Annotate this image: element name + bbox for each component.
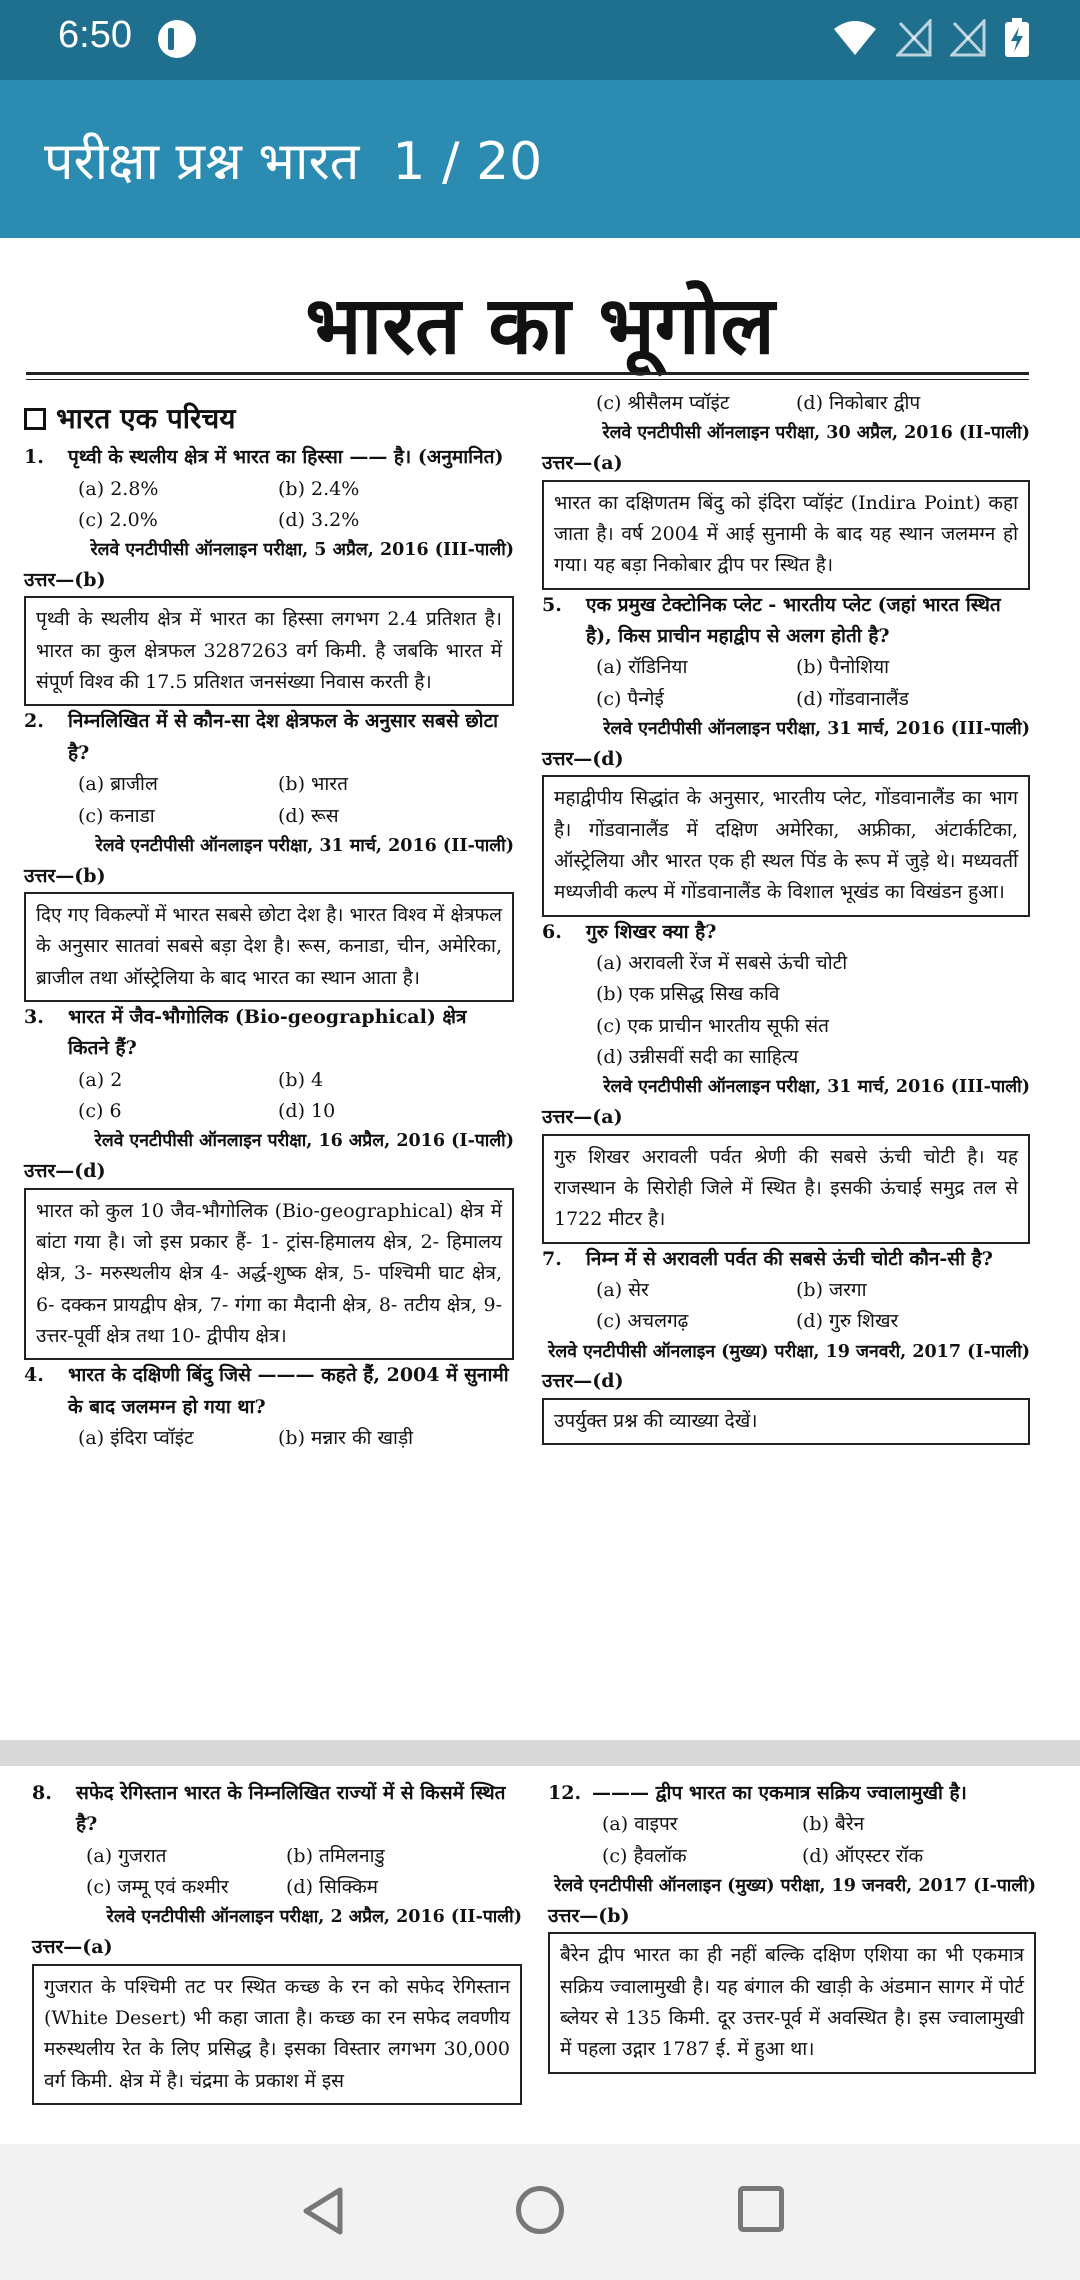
answer-12: उत्तर—(b) (548, 1904, 630, 1927)
options-5: (a) रॉडिनिया (b) पैनोशिया (c) पैन्गेई (d) गोंडवानालैंड (596, 656, 909, 710)
answer-5: उत्तर—(d) (542, 747, 624, 770)
explanation-3: भारत को कुल 10 जैव-भौगोलिक (Bio-geographical) क्षेत्र में बांटा गया है। जो इस प्रकार हैं- 1- ट्रांस-हिमालय क्षेत्र, 2- हिमालय क्षेत्र, 3- मरुस्थलीय क्षेत्र 4- अर्द्ध-शुष्क क्षेत्र, 5- पश्चिमी घाट क्षेत्र, 6- दक्कन प्रायद्वीप क्षेत्र, 7- गंगा का मैदानी क्षेत्र, 8- तटीय क्षेत्र, 9- उत्तर-पूर्वी क्षेत्र तथा 10- द्वीपीय क्षेत्र। (24, 1188, 514, 1361)
source-5: रेलवे एनटीपीसी ऑनलाइन परीक्षा, 31 मार्च, 2016 (III-पाली) (603, 718, 1030, 739)
source-4: रेलवे एनटीपीसी ऑनलाइन परीक्षा, 30 अप्रैल, 2016 (II-पाली) (602, 423, 1030, 444)
answer-1: उत्तर—(b) (24, 569, 106, 592)
title-rule (26, 372, 1029, 375)
explanation-2: दिए गए विकल्पों में भारत सबसे छोटा देश है। भारत विश्व में क्षेत्रफल के अनुसार सातवां सबसे बड़ा देश है। रूस, कनाडा, चीन, अमेरिका, ब्राजील तथा ऑस्ट्रेलिया के बाद भारत का स्थान आता है। (24, 892, 514, 1002)
options-1: (a) 2.8% (b) 2.4% (c) 2.0% (d) 3.2% (78, 477, 360, 531)
source-2: रेलवे एनटीपीसी ऑनलाइन परीक्षा, 31 मार्च, 2016 (II-पाली) (95, 835, 514, 856)
battery-charging-icon (1004, 18, 1030, 62)
system-icons (832, 18, 1030, 62)
answer-6: उत्तर—(a) (542, 1106, 623, 1129)
navigation-bar (0, 2144, 1080, 2280)
source-1: रेलवे एनटीपीसी ऑनलाइन परीक्षा, 5 अप्रैल, 2016 (III-पाली) (90, 540, 514, 561)
no-signal-icon (896, 19, 932, 61)
sim-icon (158, 20, 196, 58)
answer-3: उत्तर—(d) (24, 1160, 106, 1183)
section-title: भारत एक परिचय (56, 402, 236, 435)
explanation-6: गुरु शिखर अरावली पर्वत श्रेणी की सबसे ऊंची चोटी है। यह राजस्थान के सिरोही जिले में स्थित है। इसकी ऊंचाई समुद्र तल से 1722 मीटर है। (542, 1134, 1030, 1244)
explanation-5: महाद्वीपीय सिद्धांत के अनुसार, भारतीय प्लेट, गोंडवानालैंड का भाग है। गोंडवानालैंड में दक्षिण अमेरिका, अफ्रीका, अंटार्कटिका, ऑस्ट्रेलिया और भारत एक ही स्थल पिंड के रूप में जुड़े थे। मध्यवर्ती मध्यजीवी कल्प में गोंडवानालैंड के विशाल भूखंड का विखंडन हुआ। (542, 775, 1030, 916)
app-bar (0, 80, 1080, 238)
options-4-top: (a) इंदिरा प्वॉइंट (b) मन्नार की खाड़ी (78, 1427, 414, 1450)
book-title: भारत का भूगोल (305, 279, 775, 372)
question-text: निम्न में से अरावली पर्वत की सबसे ऊंची चोटी कौन-सी है? (586, 1247, 993, 1270)
question-text: निम्नलिखित में से कौन-सा देश क्षेत्रफल के अनुसार सबसे छोटा है? (68, 710, 499, 764)
status-bar (0, 0, 1080, 80)
question-6: 6. गुरु शिखर क्या है? (542, 917, 1030, 948)
app-title: परीक्षा प्रश्न भारत 1 / 20 (44, 132, 543, 192)
options-12: (a) वाइपर (b) बैरेन (c) हैवलॉक (d) ऑएस्टर रॉक (602, 1813, 924, 1867)
question-4: 4. भारत के दक्षिणी बिंदु जिसे ——— कहते हैं, 2004 में सुनामी के बाद जलमग्न हो गया था? (24, 1360, 514, 1423)
explanation-7: उपर्युक्त प्रश्न की व्याख्या देखें। (542, 1398, 1030, 1445)
recents-button[interactable] (738, 2186, 784, 2232)
status-time: 6:50 (58, 14, 132, 56)
question-text: भारत में जैव-भौगोलिक (Bio-geographical) क्षेत्र कितने हैं? (68, 1006, 467, 1060)
right-column-page2 (548, 1778, 1036, 2074)
question-2: 2. निम्नलिखित में से कौन-सा देश क्षेत्रफल के अनुसार सबसे छोटा है? (24, 706, 514, 769)
explanation-12: बैरेन द्वीप भारत का ही नहीं बल्कि दक्षिण एशिया का भी एकमात्र सक्रिय ज्वालामुखी है। यह बंगाल की खाड़ी के अंडमान सागर में पोर्ट ब्लेयर से 135 किमी. दूर उत्तर-पूर्व में अवस्थित है। इस ज्वालामुखी में पहला उद्गार 1787 ई. में हुआ था। (548, 1932, 1036, 2073)
answer-8: उत्तर—(a) (32, 1936, 113, 1959)
question-7: 7. निम्न में से अरावली पर्वत की सबसे ऊंची चोटी कौन-सी है? (542, 1244, 1030, 1275)
source-3: रेलवे एनटीपीसी ऑनलाइन परीक्षा, 16 अप्रैल, 2016 (I-पाली) (94, 1131, 514, 1152)
answer-7: उत्तर—(d) (542, 1370, 624, 1393)
source-7: रेलवे एनटीपीसी ऑनलाइन (मुख्य) परीक्षा, 19 जनवरी, 2017 (I-पाली) (548, 1341, 1030, 1362)
options-6: (a) अरावली रेंज में सबसे ऊंची चोटी (b) एक प्रसिद्ध सिख कवि (c) एक प्राचीन भारतीय सूफी संत (d) उन्नीसवीं सदी का साहित्य (596, 951, 848, 1068)
question-1: 1. पृथ्वी के स्थलीय क्षेत्र में भारत का हिस्सा —— है। (अनुमानित) (24, 442, 514, 473)
options-2: (a) ब्राजील (b) भारत (c) कनाडा (d) रूस (78, 773, 348, 827)
explanation-8: गुजरात के पश्चिमी तट पर स्थित कच्छ के रन को सफेद रेगिस्तान (White Desert) भी कहा जाता है। कच्छ का रन सफेद लवणीय मरुस्थलीय रेत के लिए प्रसिद्ध है। इसका विस्तार लगभग 30,000 वर्ग किमी. क्षेत्र में है। चंद्रमा के प्रकाश में इस (32, 1964, 522, 2105)
source-6: रेलवे एनटीपीसी ऑनलाइन परीक्षा, 31 मार्च, 2016 (III-पाली) (603, 1077, 1030, 1098)
question-text: पृथ्वी के स्थलीय क्षेत्र में भारत का हिस्सा —— है। (अनुमानित) (68, 446, 504, 469)
question-5: 5. एक प्रमुख टेक्टोनिक प्लेट - भारतीय प्लेट (जहां भारत स्थित है), किस प्राचीन महाद्वीप से अलग होती है? (542, 590, 1030, 653)
question-8: 8. सफेद रेगिस्तान भारत के निम्नलिखित राज्यों में से किसमें स्थित है? (32, 1778, 522, 1841)
options-7: (a) सेर (b) जरगा (c) अचलगढ़ (d) गुरु शिखर (596, 1278, 899, 1333)
question-text: सफेद रेगिस्तान भारत के निम्नलिखित राज्यों में से किसमें स्थित है? (76, 1782, 506, 1836)
home-button[interactable] (516, 2186, 564, 2234)
explanation-4: भारत का दक्षिणतम बिंदु को इंदिरा प्वॉइंट (Indira Point) कहा जाता है। वर्ष 2004 में आई सुनामी के बाद यह स्थान जलमग्न हो गया। यह बड़ा निकोबार द्वीप पर स्थित है। (542, 480, 1030, 590)
checkbox-square-icon (24, 408, 46, 430)
book-page-1[interactable] (0, 238, 1080, 1740)
source-12: रेलवे एनटीपीसी ऑनलाइन (मुख्य) परीक्षा, 19 जनवरी, 2017 (I-पाली) (554, 1876, 1036, 1897)
question-text: भारत के दक्षिणी बिंदु जिसे ——— कहते हैं, 2004 में सुनामी के बाद जलमग्न हो गया था? (68, 1364, 509, 1418)
options-8: (a) गुजरात (b) तमिलनाडु (c) जम्मू एवं कश्मीर (d) सिक्किम (86, 1844, 385, 1899)
explanation-1: पृथ्वी के स्थलीय क्षेत्र में भारत का हिस्सा लगभग 2.4 प्रतिशत है। भारत का कुल क्षेत्रफल 3287263 वर्ग किमी. है जबकि भारत में संपूर्ण विश्व की 17.5 प्रतिशत जनसंख्या निवास करती है। (24, 596, 514, 706)
left-column (24, 396, 514, 1454)
page-divider (0, 1740, 1080, 1766)
back-button[interactable] (300, 2186, 346, 2240)
question-12: 12. ——— द्वीप भारत का एकमात्र सक्रिय ज्वालामुखी है। (548, 1778, 1036, 1809)
right-column (542, 388, 1030, 1445)
question-3: 3. भारत में जैव-भौगोलिक (Bio-geographical) क्षेत्र कितने हैं? (24, 1002, 514, 1065)
source-8: रेलवे एनटीपीसी ऑनलाइन परीक्षा, 2 अप्रैल, 2016 (II-पाली) (106, 1907, 522, 1928)
options-3: (a) 2 (b) 4 (c) 6 (d) 10 (78, 1068, 336, 1123)
left-column-page2 (32, 1778, 522, 2105)
answer-4: उत्तर—(a) (542, 452, 623, 475)
options-4-bottom: (c) श्रीसैलम प्वॉइंट (d) निकोबार द्वीप (596, 392, 921, 414)
book-page-2[interactable] (0, 1766, 1080, 2144)
answer-2: उत्तर—(b) (24, 864, 106, 887)
section-heading (24, 396, 514, 442)
title-rule-thin (26, 379, 1029, 380)
wifi-icon (832, 19, 878, 61)
question-text: गुरु शिखर क्या है? (586, 920, 717, 943)
question-text: एक प्रमुख टेक्टोनिक प्लेट - भारतीय प्लेट (जहां भारत स्थित है), किस प्राचीन महाद्वीप से अलग होती है? (586, 593, 1001, 647)
question-text: ——— द्वीप भारत का एकमात्र सक्रिय ज्वालामुखी है। (592, 1782, 967, 1804)
no-signal-icon (950, 19, 986, 61)
